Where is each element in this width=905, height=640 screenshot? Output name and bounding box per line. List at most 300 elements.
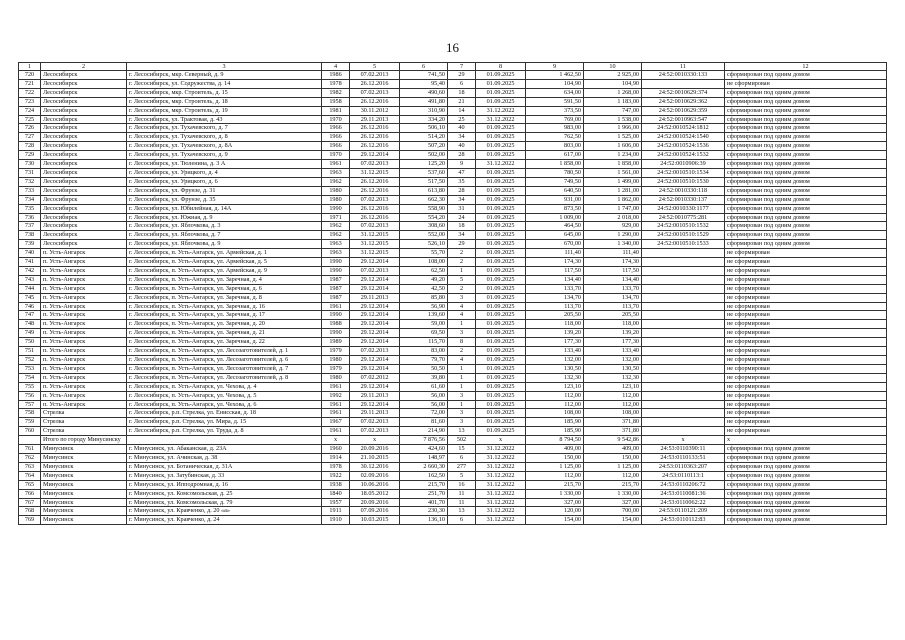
table-cell: 01.09.2025 bbox=[476, 142, 526, 151]
table-cell: Стрелка bbox=[41, 418, 127, 427]
table-cell: 1967 bbox=[322, 418, 350, 427]
table-cell: сформирован под одним домом bbox=[725, 480, 887, 489]
table-cell: 24:52:0010510:1530 bbox=[642, 177, 725, 186]
page-number: 16 bbox=[446, 40, 459, 55]
table-cell: 24:52:0010510:1529 bbox=[642, 231, 725, 240]
table-cell: сформирован под одним домом bbox=[725, 133, 887, 142]
table-cell: 738 bbox=[19, 231, 41, 240]
table-cell: 526,10 bbox=[400, 240, 448, 249]
table-cell: г. Лесосибирск, ул. Яблочкова, д. 9 bbox=[127, 240, 322, 249]
table-cell: г. Лесосибирск, мкр. Строитель, д. 19 bbox=[127, 106, 322, 115]
table-cell: 1990 bbox=[322, 311, 350, 320]
table-cell: 01.09.2025 bbox=[476, 275, 526, 284]
table-cell: 741 bbox=[19, 258, 41, 267]
table-cell bbox=[642, 338, 725, 347]
table-row bbox=[19, 213, 887, 222]
table-cell: 29.12.2014 bbox=[350, 151, 400, 160]
table-cell: 371,80 bbox=[584, 418, 642, 427]
table-cell: 01.09.2025 bbox=[476, 71, 526, 80]
table-cell: 24:52:0010629:362 bbox=[642, 97, 725, 106]
table-cell: 24:52:0010775:281 bbox=[642, 213, 725, 222]
table-cell: Минусинск bbox=[41, 462, 127, 471]
table-cell: 334,20 bbox=[400, 115, 448, 124]
table-cell: 1988 bbox=[322, 320, 350, 329]
table-cell: 769 bbox=[19, 516, 41, 525]
table-cell: 1963 bbox=[322, 249, 350, 258]
table-cell: п. Усть-Ангарск bbox=[41, 338, 127, 347]
table-cell: 24:52:0010524:1536 bbox=[642, 142, 725, 151]
table-cell: 2 925,00 bbox=[584, 71, 642, 80]
table-cell: Лесосибирск bbox=[41, 222, 127, 231]
table-cell: 721 bbox=[19, 79, 41, 88]
table-cell bbox=[642, 409, 725, 418]
table-cell: Минусинск bbox=[41, 489, 127, 498]
table-cell: г. Лесосибирск, ул. Фрунзе, д. 31 bbox=[127, 186, 322, 195]
table-cell: 24:53:0110062:22 bbox=[642, 498, 725, 507]
table-cell: 1 bbox=[448, 364, 476, 373]
table-cell: 07.02.2012 bbox=[350, 373, 400, 382]
table-cell: 01.09.2025 bbox=[476, 222, 526, 231]
table-cell: 3 bbox=[448, 293, 476, 302]
table-cell: 31.12.2022 bbox=[476, 106, 526, 115]
table-cell: 56,90 bbox=[400, 302, 448, 311]
table-cell: 104,90 bbox=[584, 79, 642, 88]
table-row bbox=[19, 329, 887, 338]
table-cell: сформирован под одним домом bbox=[725, 106, 887, 115]
table-cell: 506,10 bbox=[400, 124, 448, 133]
table-cell: 591,50 bbox=[526, 97, 584, 106]
table-row bbox=[19, 195, 887, 204]
table-cell: 230,30 bbox=[400, 507, 448, 516]
table-cell: 2 bbox=[448, 258, 476, 267]
table-cell: Минусинск bbox=[41, 480, 127, 489]
table-cell: сформирован под одним домом bbox=[725, 445, 887, 454]
table-cell bbox=[642, 266, 725, 275]
table-cell: 07.02.2013 bbox=[350, 418, 400, 427]
table-cell: г. Лесосибирск, п. Усть-Ангарск, ул. Чехова, д. 4 bbox=[127, 382, 322, 391]
table-cell: г. Лесосибирск, п. Усть-Ангарск, ул. Заречная, д. 20 bbox=[127, 320, 322, 329]
table-cell: 1980 bbox=[322, 195, 350, 204]
table-row bbox=[19, 311, 887, 320]
table-cell: 873,50 bbox=[526, 204, 584, 213]
table-cell: 56,00 bbox=[400, 400, 448, 409]
table-cell: 24:53:0110133:51 bbox=[642, 453, 725, 462]
table-cell: 01.09.2025 bbox=[476, 391, 526, 400]
table-cell: 56,00 bbox=[400, 391, 448, 400]
table-cell: Итого по городу Минусинску bbox=[41, 436, 127, 445]
table-cell: сформирован под одним домом bbox=[725, 222, 887, 231]
table-cell: 14 bbox=[448, 106, 476, 115]
table-cell: 741,50 bbox=[400, 71, 448, 80]
table-cell: 24:53:0110121:209 bbox=[642, 507, 725, 516]
table-cell: 62,50 bbox=[400, 266, 448, 275]
table-cell: г. Лесосибирск, п. Усть-Ангарск, ул. Чехова, д. 6 bbox=[127, 400, 322, 409]
table-cell: 31.12.2015 bbox=[350, 249, 400, 258]
table-row bbox=[19, 498, 887, 507]
table-cell: 931,00 bbox=[526, 195, 584, 204]
table-cell: 1 499,00 bbox=[584, 177, 642, 186]
table-cell: п. Усть-Ангарск bbox=[41, 266, 127, 275]
table-cell: п. Усть-Ангарск bbox=[41, 302, 127, 311]
table-row bbox=[19, 275, 887, 284]
table-cell: сформирован под одним домом bbox=[725, 240, 887, 249]
table-cell: 2 660,30 bbox=[400, 462, 448, 471]
table-cell: Лесосибирск bbox=[41, 97, 127, 106]
table-cell: 133,40 bbox=[526, 347, 584, 356]
table-cell: не сформирован bbox=[725, 356, 887, 365]
table-row bbox=[19, 356, 887, 365]
table-cell: 3 bbox=[448, 329, 476, 338]
table-row bbox=[19, 142, 887, 151]
table-row bbox=[19, 186, 887, 195]
table-cell: 215,70 bbox=[526, 480, 584, 489]
table-cell: г. Лесосибирск, п. Усть-Ангарск, ул. Заречная, д. 17 bbox=[127, 311, 322, 320]
table-cell: 34 bbox=[448, 195, 476, 204]
table-row bbox=[19, 204, 887, 213]
table-cell: Лесосибирск bbox=[41, 186, 127, 195]
table-cell: не сформирован bbox=[725, 293, 887, 302]
table-cell bbox=[127, 436, 322, 445]
table-cell: 31.12.2022 bbox=[476, 462, 526, 471]
table-cell: 39,80 bbox=[400, 373, 448, 382]
table-cell: п. Усть-Ангарск bbox=[41, 258, 127, 267]
table-cell: г. Лесосибирск, п. Усть-Ангарск, ул. Заречная, д. 16 bbox=[127, 302, 322, 311]
table-cell: x bbox=[350, 436, 400, 445]
table-row bbox=[19, 222, 887, 231]
table-cell: 31.12.2022 bbox=[476, 516, 526, 525]
table-cell: 120,00 bbox=[526, 507, 584, 516]
table-cell: 670,00 bbox=[526, 240, 584, 249]
table-cell: 740 bbox=[19, 249, 41, 258]
table-cell: 613,80 bbox=[400, 186, 448, 195]
table-cell: Лесосибирск bbox=[41, 151, 127, 160]
table-cell: Лесосибирск bbox=[41, 71, 127, 80]
table-cell: Лесосибирск bbox=[41, 124, 127, 133]
table-cell: 01.09.2025 bbox=[476, 88, 526, 97]
table-cell: 30.12.2016 bbox=[350, 462, 400, 471]
table-cell: 764 bbox=[19, 471, 41, 480]
table-cell: 01.09.2025 bbox=[476, 418, 526, 427]
table-cell: сформирован под одним домом bbox=[725, 151, 887, 160]
table-cell: 24:52:0010330:137 bbox=[642, 195, 725, 204]
table-cell: 07.02.2013 bbox=[350, 266, 400, 275]
table-cell: 205,50 bbox=[526, 311, 584, 320]
table-cell: Минусинск bbox=[41, 498, 127, 507]
table-cell: 174,30 bbox=[526, 258, 584, 267]
table-cell: 134,70 bbox=[526, 293, 584, 302]
table-row bbox=[19, 133, 887, 142]
table-cell: г. Лесосибирск, ул. Яблочкова, д. 3 bbox=[127, 222, 322, 231]
table-cell: 111,40 bbox=[584, 249, 642, 258]
table-cell: 61,60 bbox=[400, 382, 448, 391]
table-row bbox=[19, 471, 887, 480]
table-cell: 24:52:0010629:374 bbox=[642, 88, 725, 97]
table-cell: 1922 bbox=[322, 471, 350, 480]
table-cell: 50,50 bbox=[400, 364, 448, 373]
table-cell: 01.09.2025 bbox=[476, 79, 526, 88]
table-cell: сформирован под одним домом bbox=[725, 507, 887, 516]
table-cell: 07.02.2013 bbox=[350, 347, 400, 356]
table-cell: 104,90 bbox=[526, 79, 584, 88]
table-cell: Лесосибирск bbox=[41, 231, 127, 240]
column-header: 5 bbox=[350, 63, 400, 71]
table-cell bbox=[642, 391, 725, 400]
table-cell: п. Усть-Ангарск bbox=[41, 275, 127, 284]
table-cell: не сформирован bbox=[725, 275, 887, 284]
table-cell: не сформирован bbox=[725, 258, 887, 267]
table-cell: 31.12.2022 bbox=[476, 489, 526, 498]
table-cell: 767 bbox=[19, 498, 41, 507]
table-cell: г. Лесосибирск, ул. Тухачевского, д. 8А bbox=[127, 142, 322, 151]
table-cell: 108,00 bbox=[526, 409, 584, 418]
table-cell: 177,30 bbox=[584, 338, 642, 347]
table-cell: 26.12.2016 bbox=[350, 177, 400, 186]
table-cell: г. Минусинск, ул. Ачинская, д. 38 bbox=[127, 453, 322, 462]
table-cell: сформирован под одним домом bbox=[725, 462, 887, 471]
table-cell bbox=[642, 373, 725, 382]
table-cell: 47 bbox=[448, 168, 476, 177]
register-table bbox=[18, 62, 887, 525]
table-row bbox=[19, 284, 887, 293]
table-cell: 31.12.2022 bbox=[476, 498, 526, 507]
table-cell: сформирован под одним домом bbox=[725, 124, 887, 133]
table-cell: не сформирован bbox=[725, 311, 887, 320]
table-cell: 26.12.2016 bbox=[350, 124, 400, 133]
table-cell: г. Лесосибирск, р.п. Стрелка, ул. Мира, д. 15 bbox=[127, 418, 322, 427]
table-cell: г. Лесосибирск, п. Усть-Ангарск, ул. Заречная, д. 21 bbox=[127, 329, 322, 338]
table-cell: 24:52:0010524:1532 bbox=[642, 151, 725, 160]
table-cell: г. Лесосибирск, ул. Урицкого, д. 4 bbox=[127, 168, 322, 177]
table-cell: 1 330,00 bbox=[526, 489, 584, 498]
table-cell: 11 bbox=[448, 489, 476, 498]
table-cell: 24 bbox=[448, 213, 476, 222]
table-cell: Минусинск bbox=[41, 453, 127, 462]
table-cell: 1992 bbox=[322, 391, 350, 400]
table-cell: 1 858,00 bbox=[526, 160, 584, 169]
table-cell: 134,40 bbox=[584, 275, 642, 284]
column-header: 9 bbox=[526, 63, 584, 71]
table-cell: 730 bbox=[19, 160, 41, 169]
table-cell: 02.09.2016 bbox=[350, 471, 400, 480]
table-cell: 1 bbox=[448, 400, 476, 409]
table-cell: 108,00 bbox=[400, 258, 448, 267]
table-cell: 725 bbox=[19, 115, 41, 124]
table-cell: 01.09.2025 bbox=[476, 400, 526, 409]
table-cell: 929,00 bbox=[584, 222, 642, 231]
table-cell: г. Лесосибирск, п. Усть-Ангарск, ул. Армейская, д. 9 bbox=[127, 266, 322, 275]
table-cell: 31.12.2022 bbox=[476, 453, 526, 462]
table-cell: 24:52:0010330:133 bbox=[642, 71, 725, 80]
table-cell: 327,00 bbox=[526, 498, 584, 507]
table-cell bbox=[642, 427, 725, 436]
table-cell: 1914 bbox=[322, 453, 350, 462]
table-cell: 01.09.2025 bbox=[476, 186, 526, 195]
table-cell: 409,00 bbox=[584, 445, 642, 454]
table-cell: 133,40 bbox=[584, 347, 642, 356]
table-cell: 01.09.2025 bbox=[476, 97, 526, 106]
table-cell: 1978 bbox=[322, 79, 350, 88]
table-cell: 748 bbox=[19, 320, 41, 329]
table-cell: 1 747,00 bbox=[584, 204, 642, 213]
table-cell: 3 bbox=[448, 391, 476, 400]
table-cell: 1 268,00 bbox=[584, 88, 642, 97]
table-row bbox=[19, 106, 887, 115]
table-cell: Лесосибирск bbox=[41, 204, 127, 213]
table-cell: 24:52:0010510:1533 bbox=[642, 240, 725, 249]
table-row bbox=[19, 71, 887, 80]
table-cell: 83,00 bbox=[400, 347, 448, 356]
table-cell: Стрелка bbox=[41, 427, 127, 436]
table-cell: г. Лесосибирск, ул. Фрунзе, д. 35 bbox=[127, 195, 322, 204]
table-cell: 112,00 bbox=[584, 391, 642, 400]
table-cell: 1 525,00 bbox=[584, 133, 642, 142]
table-cell: 15 bbox=[448, 445, 476, 454]
table-cell: 737 bbox=[19, 222, 41, 231]
table-cell: 01.09.2025 bbox=[476, 249, 526, 258]
table-cell: п. Усть-Ангарск bbox=[41, 364, 127, 373]
table-cell: 112,00 bbox=[584, 471, 642, 480]
table-cell: 766 bbox=[19, 489, 41, 498]
table-cell: п. Усть-Ангарск bbox=[41, 373, 127, 382]
table-cell: 29.12.2014 bbox=[350, 311, 400, 320]
table-cell: 502,00 bbox=[400, 151, 448, 160]
table-cell: 751 bbox=[19, 347, 41, 356]
table-cell: Лесосибирск bbox=[41, 142, 127, 151]
table-cell: 136,10 bbox=[400, 516, 448, 525]
table-cell: 01.09.2025 bbox=[476, 356, 526, 365]
table-cell: 490,60 bbox=[400, 88, 448, 97]
table-cell: г. Лесосибирск, ул. Тухачевского, д. 7 bbox=[127, 124, 322, 133]
table-cell: 409,00 bbox=[526, 445, 584, 454]
table-cell: сформирован под одним домом bbox=[725, 88, 887, 97]
table-cell: 1960 bbox=[322, 445, 350, 454]
table-cell: 373,50 bbox=[526, 106, 584, 115]
table-cell: 07.02.2013 bbox=[350, 427, 400, 436]
table-cell: 18 bbox=[448, 88, 476, 97]
table-cell: 28 bbox=[448, 186, 476, 195]
table-cell: г. Минусинск, ул. Ботаническая, д. 31А bbox=[127, 462, 322, 471]
table-cell: 727 bbox=[19, 133, 41, 142]
table-cell: 01.09.2025 bbox=[476, 382, 526, 391]
column-header: 12 bbox=[725, 63, 887, 71]
table-cell: 29.11.2013 bbox=[350, 391, 400, 400]
table-cell: 69,50 bbox=[400, 329, 448, 338]
table-cell: 769,00 bbox=[526, 115, 584, 124]
column-header: 10 bbox=[584, 63, 642, 71]
table-cell: 759 bbox=[19, 418, 41, 427]
table-cell: 132,00 bbox=[584, 356, 642, 365]
table-cell: 729 bbox=[19, 151, 41, 160]
table-cell: 3 bbox=[448, 418, 476, 427]
table-cell: 502 bbox=[448, 436, 476, 445]
table-cell: 29.12.2014 bbox=[350, 382, 400, 391]
table-cell: 9 542,86 bbox=[584, 436, 642, 445]
table-cell: 132,30 bbox=[584, 373, 642, 382]
table-cell: Лесосибирск bbox=[41, 133, 127, 142]
table-cell: 26.12.2016 bbox=[350, 97, 400, 106]
table-cell: 174,30 bbox=[584, 258, 642, 267]
table-cell: 1966 bbox=[322, 133, 350, 142]
table-row bbox=[19, 453, 887, 462]
table-cell: 01.09.2025 bbox=[476, 293, 526, 302]
table-row bbox=[19, 320, 887, 329]
table-row bbox=[19, 88, 887, 97]
table-cell: 742 bbox=[19, 266, 41, 275]
table-cell: 29.12.2014 bbox=[350, 329, 400, 338]
table-cell: 01.09.2025 bbox=[476, 338, 526, 347]
table-cell: 1990 bbox=[322, 266, 350, 275]
table-cell: 1979 bbox=[322, 347, 350, 356]
table-cell: 1990 bbox=[322, 204, 350, 213]
table-cell: 21 bbox=[448, 97, 476, 106]
table-cell: 1962 bbox=[322, 231, 350, 240]
table-cell: 24:52:0010330:1177 bbox=[642, 204, 725, 213]
table-cell: 7 876,56 bbox=[400, 436, 448, 445]
table-cell: 81,60 bbox=[400, 418, 448, 427]
table-cell: 746 bbox=[19, 302, 41, 311]
table-cell: 552,00 bbox=[400, 231, 448, 240]
table-cell: 752 bbox=[19, 356, 41, 365]
table-cell: 2 018,00 bbox=[584, 213, 642, 222]
table-cell: г. Лесосибирск, ул. Содружества, д. 14 bbox=[127, 79, 322, 88]
table-cell: 55,70 bbox=[400, 249, 448, 258]
table-cell: 20.09.2016 bbox=[350, 445, 400, 454]
column-header: 11 bbox=[642, 63, 725, 71]
table-cell: 747 bbox=[19, 311, 41, 320]
table-cell: Лесосибирск bbox=[41, 168, 127, 177]
table-cell: не сформирован bbox=[725, 373, 887, 382]
table-cell: сформирован под одним домом bbox=[725, 71, 887, 80]
table-cell: 125,20 bbox=[400, 160, 448, 169]
table-cell: 132,00 bbox=[526, 356, 584, 365]
table-cell: 4 bbox=[448, 311, 476, 320]
table-cell: 130,50 bbox=[526, 364, 584, 373]
table-cell bbox=[642, 258, 725, 267]
table-cell: 24:53:0110112:83 bbox=[642, 516, 725, 525]
table-cell: 749 bbox=[19, 329, 41, 338]
table-cell: 2 bbox=[448, 284, 476, 293]
column-header: 7 bbox=[448, 63, 476, 71]
table-cell: 01.09.2025 bbox=[476, 320, 526, 329]
column-header: 3 bbox=[127, 63, 322, 71]
table-cell bbox=[642, 356, 725, 365]
table-cell: 95,40 bbox=[400, 79, 448, 88]
table-cell: 112,00 bbox=[526, 400, 584, 409]
table-cell: 162,50 bbox=[400, 471, 448, 480]
table-cell: сформирован под одним домом bbox=[725, 231, 887, 240]
table-row bbox=[19, 293, 887, 302]
table-cell: сформирован под одним домом bbox=[725, 516, 887, 525]
table-cell: 24:52:0010963:547 bbox=[642, 115, 725, 124]
table-cell: 1 538,00 bbox=[584, 115, 642, 124]
table-cell: 01.09.2025 bbox=[476, 231, 526, 240]
table-header-row bbox=[19, 63, 887, 71]
table-cell: 29.12.2014 bbox=[350, 400, 400, 409]
table-cell: 26.12.2016 bbox=[350, 79, 400, 88]
table-cell: не сформирован bbox=[725, 364, 887, 373]
table-cell: 79,70 bbox=[400, 356, 448, 365]
table-cell: 744 bbox=[19, 284, 41, 293]
table-cell: г. Лесосибирск, п. Усть-Ангарск, ул. Армейская, д. 1 bbox=[127, 249, 322, 258]
table-cell: 07.02.2013 bbox=[350, 160, 400, 169]
table-cell: 07.02.2013 bbox=[350, 222, 400, 231]
table-cell: г. Лесосибирск, п. Усть-Ангарск, ул. Лесозаготовителей, д. 8 bbox=[127, 373, 322, 382]
table-cell: 6 bbox=[448, 516, 476, 525]
table-cell: 24:53:0110363:207 bbox=[642, 462, 725, 471]
table-row bbox=[19, 160, 887, 169]
table-cell bbox=[642, 284, 725, 293]
table-cell: 26.12.2016 bbox=[350, 213, 400, 222]
